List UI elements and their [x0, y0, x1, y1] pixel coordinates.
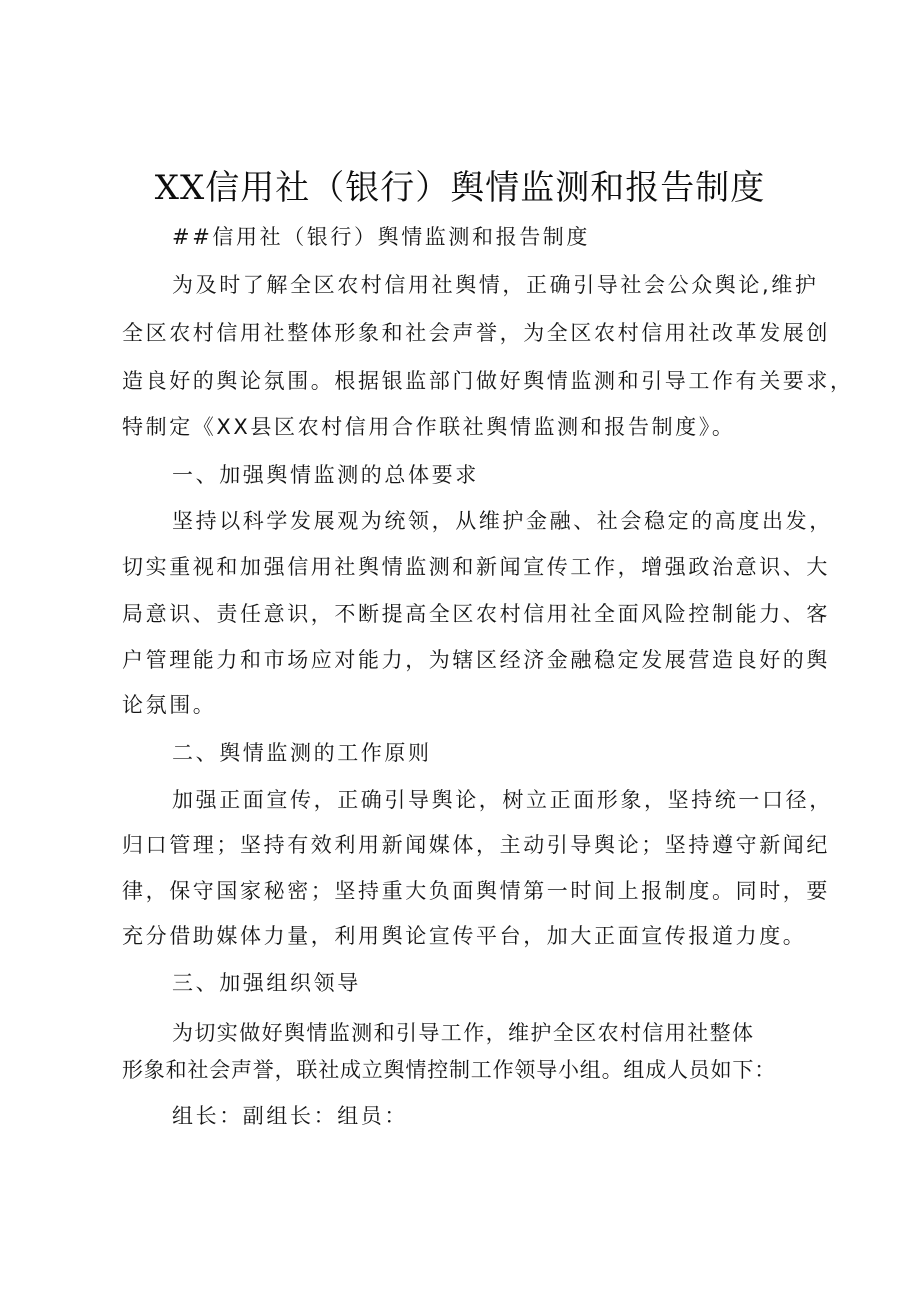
paragraph-line: 全区农村信用社整体形象和社会声誉，为全区农村信用社改革发展创: [122, 321, 830, 345]
paragraph-line: 律，保守国家秘密；坚持重大负面舆情第一时间上报制度。同时，要: [122, 879, 830, 903]
document-title: XX信用社（银行）舆情监测和报告制度: [154, 168, 766, 208]
paragraph-line: 坚持以科学发展观为统领，从维护金融、社会稳定的高度出发，: [172, 509, 833, 533]
paragraph-line: 形象和社会声誉，联社成立舆情控制工作领导小组。组成人员如下：: [122, 1058, 776, 1082]
section-heading-3: 三、加强组织领导: [172, 971, 361, 995]
group-members-line: 组长：副组长：组员：: [172, 1104, 408, 1128]
paragraph-line: 为及时了解全区农村信用社舆情，正确引导社会公众舆论,维护: [172, 273, 819, 297]
paragraph-line: 论氛围。: [122, 693, 217, 717]
paragraph-line: 充分借助媒体力量，利用舆论宣传平台，加大正面宣传报道力度。: [122, 924, 807, 948]
paragraph-line: 特制定《XX县区农村信用合作联社舆情监测和报告制度》。: [122, 415, 736, 439]
paragraph-line: 造良好的舆论氛围。根据银监部门做好舆情监测和引导工作有关要求，: [122, 369, 854, 393]
section-heading-1: 一、加强舆情监测的总体要求: [172, 463, 479, 487]
paragraph-line: 为切实做好舆情监测和引导工作，维护全区农村信用社整体: [172, 1021, 755, 1045]
paragraph-line: 归口管理；坚持有效利用新闻媒体，主动引导舆论；坚持遵守新闻纪: [122, 833, 830, 857]
paragraph-line: 局意识、责任意识，不断提高全区农村信用社全面风险控制能力、客: [122, 602, 830, 626]
section-heading-2: 二、舆情监测的工作原则: [172, 741, 432, 765]
paragraph-line: 户管理能力和市场应对能力，为辖区经济金融稳定发展营造良好的舆: [122, 648, 830, 672]
subtitle-line: ##信用社（银行）舆情监测和报告制度: [172, 225, 590, 249]
paragraph-line: 切实重视和加强信用社舆情监测和新闻宣传工作，增强政治意识、大: [122, 555, 830, 579]
paragraph-line: 加强正面宣传，正确引导舆论，树立正面形象，坚持统一口径，: [172, 788, 833, 812]
